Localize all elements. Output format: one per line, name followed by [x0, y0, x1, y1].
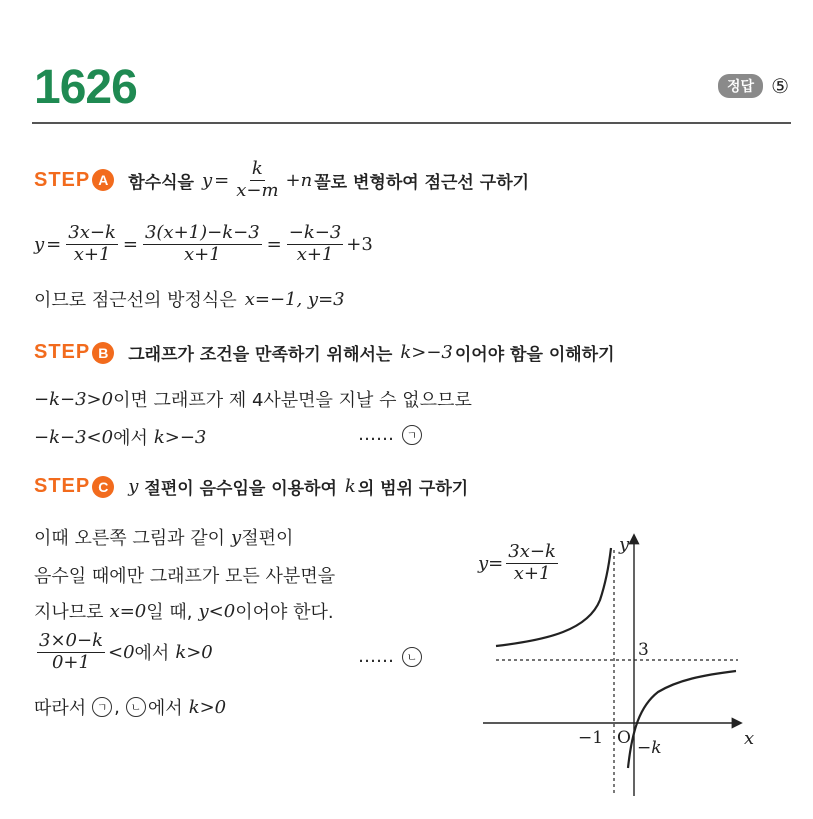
step-a-equation-line: [34, 224, 373, 265]
step-c-word: STEP: [34, 475, 91, 497]
step-a-eq1: =: [46, 233, 62, 255]
label-three: 3: [638, 640, 649, 660]
step-b-title-pre: 그래프가 조건을 만족하기 위해서는: [128, 345, 393, 365]
x-axis-label: x: [744, 728, 755, 749]
step-a-frac1: [66, 224, 118, 265]
step-a-title-pre: 함수식을: [128, 172, 194, 193]
graph-formula-eq: =: [488, 552, 504, 574]
step-b-title-post: 이어야 함을 이해하기: [454, 345, 615, 365]
step-b-line1-text: 이면 그래프가 제 4사분면을 지날 수 없으므로: [113, 390, 472, 411]
label-origin: O: [617, 728, 631, 748]
step-a-eq-tail: +n: [285, 169, 313, 191]
step-c-line3-math2: y<0: [198, 600, 236, 622]
step-c-ref-mark-icon: ㄴ: [402, 647, 422, 667]
step-c-line2-text: 음수일 때에만 그래프가 모든 사분면을: [34, 566, 336, 587]
step-a-frac1-num: 3x−k: [68, 222, 116, 243]
label-minus-k: −k: [637, 738, 662, 758]
step-a-frac1-den: x+1: [73, 243, 111, 265]
step-c-line4: [34, 632, 213, 673]
step-a-asymptote-line: [34, 286, 345, 312]
step-c-line5-mark2-icon: ㄴ: [126, 697, 146, 717]
step-c-line3-a: 지나므로: [34, 602, 104, 623]
step-a-frac2: [143, 224, 262, 265]
step-c-title-math2: k: [344, 476, 356, 497]
step-a-letter-icon: A: [92, 169, 114, 191]
label-minus-one: −1: [578, 728, 604, 748]
step-b-ref-dots: ……: [358, 424, 394, 445]
step-b-word: STEP: [34, 341, 91, 363]
step-a-eq2: =: [122, 233, 138, 255]
step-c-line4-num: 3×0−k: [39, 630, 103, 651]
step-a-line2-text: 이므로 점근선의 방정식은: [34, 290, 237, 311]
step-c-ref-dots: ……: [358, 646, 394, 667]
step-a-eq-equal: =: [214, 169, 230, 191]
step-a-word: STEP: [34, 168, 91, 191]
step-c-line1: [34, 524, 293, 550]
step-a-title-post: 꼴로 변형하여 점근선 구하기: [314, 172, 530, 193]
answer-value: ⑤: [771, 74, 789, 98]
step-c-line4-text: 에서: [134, 643, 170, 665]
step-b-line2-math2: k>−3: [153, 426, 207, 448]
graph-formula-lhs: y: [478, 552, 489, 574]
step-c-letter-icon: C: [92, 476, 114, 498]
step-a-lhs: y: [34, 233, 45, 255]
step-b-title: [128, 340, 614, 365]
step-a-eq3: =: [266, 233, 282, 255]
step-a-tail: +3: [346, 233, 373, 255]
step-a-frac2-den: x+1: [183, 243, 221, 265]
step-a-frac-num: k: [251, 158, 263, 179]
step-a-fraction: [234, 160, 280, 201]
step-b-line2-text: 에서: [113, 428, 148, 449]
graph-formula-num: 3x−k: [508, 541, 556, 562]
step-c-line4-math: <0: [107, 641, 135, 663]
answer-box: [718, 74, 789, 98]
step-c-line5-b: 에서: [147, 698, 183, 719]
graph-formula-fraction: [506, 543, 558, 584]
step-a-title: [128, 160, 529, 201]
header-divider: [32, 122, 791, 124]
step-a-heading: [34, 160, 529, 201]
step-c-line4-math2: k>0: [175, 641, 213, 663]
step-c-line1-b: 절편이: [241, 528, 294, 549]
step-b-ref-mark-icon: ㄱ: [402, 425, 422, 445]
step-c-line5-a: 따라서: [34, 698, 87, 719]
step-a-frac3: [287, 224, 344, 265]
step-c-title-post: 의 범위 구하기: [357, 479, 469, 499]
step-b-heading: [34, 340, 615, 365]
step-c-line5: [34, 694, 226, 720]
y-axis-label: y: [619, 534, 630, 555]
step-b-line1-math: −k−3>0: [34, 388, 114, 410]
step-c-line2: [34, 562, 335, 588]
graph-formula-den: x+1: [513, 562, 551, 584]
step-b-line2-math: −k−3<0: [34, 426, 114, 448]
step-b-ref: [358, 424, 424, 445]
step-c-title-math: y: [128, 476, 139, 497]
step-c-line5-math: k>0: [188, 696, 227, 718]
step-a-frac3-den: x+1: [296, 243, 334, 265]
step-c-line3: [34, 598, 334, 624]
step-b-title-math: k>−3: [400, 342, 453, 363]
step-c-line4-den: 0+1: [51, 651, 90, 673]
step-b-line2: [34, 424, 206, 450]
step-c-ref: [358, 646, 424, 667]
step-a-frac2-num: 3(x+1)−k−3: [144, 222, 260, 243]
graph-formula: [478, 543, 561, 584]
step-a-frac-den: x−m: [236, 179, 279, 201]
step-c-line3-b: 일 때,: [146, 602, 193, 623]
step-c-line3-c: 이어야 한다.: [235, 602, 334, 623]
step-c-title: [128, 474, 468, 499]
step-c-title-mid: 절편이 음수임을 이용하여: [144, 479, 337, 499]
step-c-line5-mark1-icon: ㄱ: [92, 697, 112, 717]
step-c-heading: [34, 474, 468, 499]
step-b-line1: [34, 386, 472, 412]
problem-number: 1626: [34, 61, 137, 114]
step-c-line5-comma: ,: [114, 696, 120, 718]
step-a-line2-math: x=−1, y=3: [244, 288, 345, 310]
step-c-line4-fraction: [37, 632, 105, 673]
step-c-line3-math: x=0: [109, 600, 147, 622]
step-c-line1-a: 이때 오른쪽 그림과 같이: [34, 528, 226, 549]
answer-badge: 정답: [718, 74, 763, 98]
step-a-frac3-num: −k−3: [288, 222, 342, 243]
step-a-eq-y: y: [201, 169, 213, 191]
step-b-letter-icon: B: [92, 342, 114, 364]
step-c-line1-math: y: [231, 526, 242, 548]
